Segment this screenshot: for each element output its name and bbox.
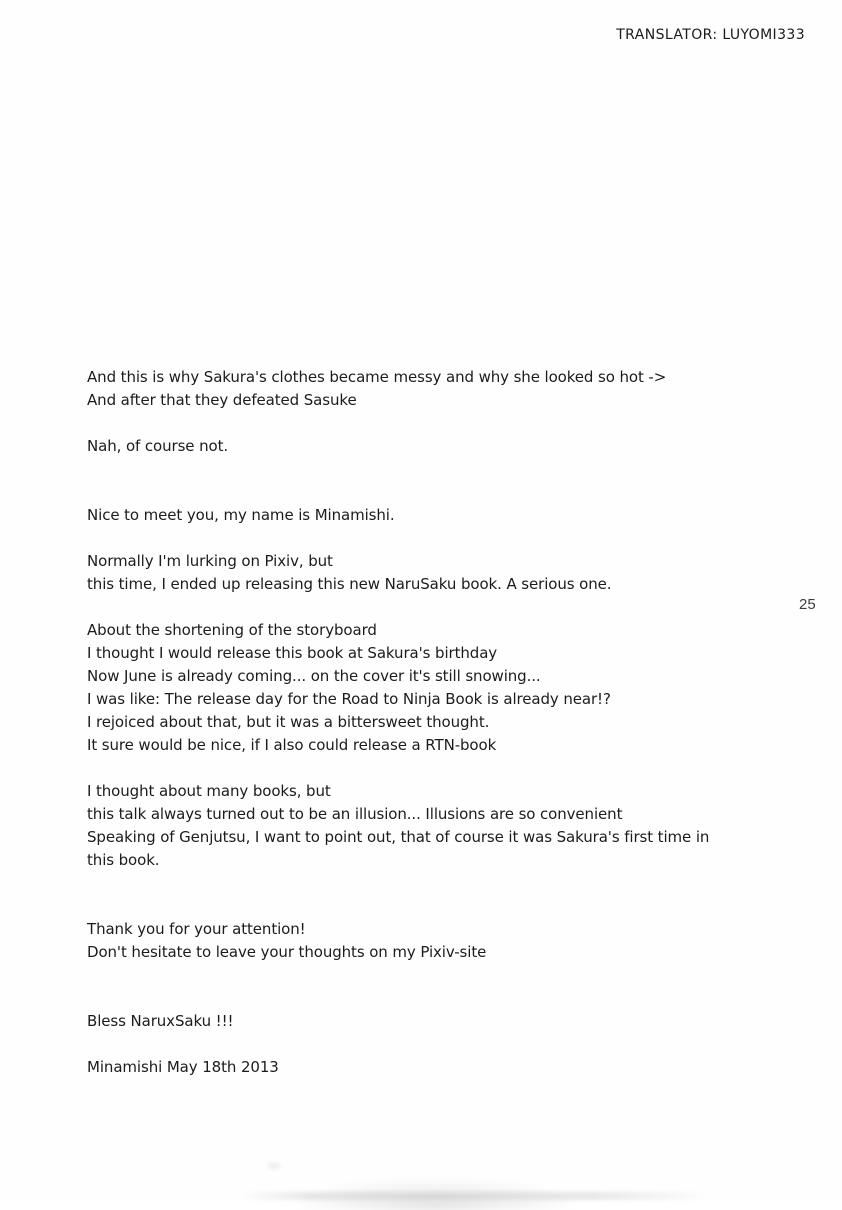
text-line: Now June is already coming... on the cover it's still snowing... (87, 667, 541, 685)
scan-artifact (290, 1176, 580, 1210)
text-line: Don't hesitate to leave your thoughts on my Pixiv-site (87, 943, 487, 961)
translator-credit: TRANSLATOR: LUYOMI333 (616, 27, 805, 43)
text-line (87, 1033, 767, 1056)
text-line: Nice to meet you, my name is Minamishi. (87, 506, 395, 524)
text-line: Bless NaruxSaku !!! (87, 1012, 234, 1030)
text-line (87, 964, 767, 987)
text-line: Normally I'm lurking on Pixiv, but (87, 552, 333, 570)
text-line: this time, I ended up releasing this new NaruSaku book. A serious one. (87, 575, 612, 593)
text-line: Thank you for your attention! (87, 920, 306, 938)
page-number: 25 (799, 596, 816, 613)
text-line (87, 757, 767, 780)
text-line: It sure would be nice, if I also could release a RTN-book (87, 736, 497, 754)
text-line: Speaking of Genjutsu, I want to point out, that of course it was Sakura's first time in (87, 828, 710, 846)
text-line (87, 458, 767, 481)
scan-artifact (240, 1192, 710, 1200)
text-line: I thought I would release this book at Sakura's birthday (87, 644, 498, 662)
text-line (87, 412, 767, 435)
text-line: this talk always turned out to be an illusion... Illusions are so convenient (87, 805, 623, 823)
text-line: Nah, of course not. (87, 437, 229, 455)
text-line (87, 481, 767, 504)
text-line: I was like: The release day for the Road to Ninja Book is already near!? (87, 690, 611, 708)
text-line: And this is why Sakura's clothes became messy and why she looked so hot -> (87, 368, 667, 386)
text-line (87, 895, 767, 918)
afterword-text (87, 366, 767, 1079)
text-line: this book. (87, 851, 160, 869)
text-line: Minamishi May 18th 2013 (87, 1058, 279, 1076)
text-line: I rejoiced about that, but it was a bittersweet thought. (87, 713, 490, 731)
text-line: I thought about many books, but (87, 782, 331, 800)
text-line: About the shortening of the storyboard (87, 621, 377, 639)
text-line (87, 596, 767, 619)
text-line (87, 527, 767, 550)
text-line (87, 872, 767, 895)
text-line: And after that they defeated Sasuke (87, 391, 357, 409)
scan-artifact (265, 1160, 283, 1172)
text-line (87, 987, 767, 1010)
